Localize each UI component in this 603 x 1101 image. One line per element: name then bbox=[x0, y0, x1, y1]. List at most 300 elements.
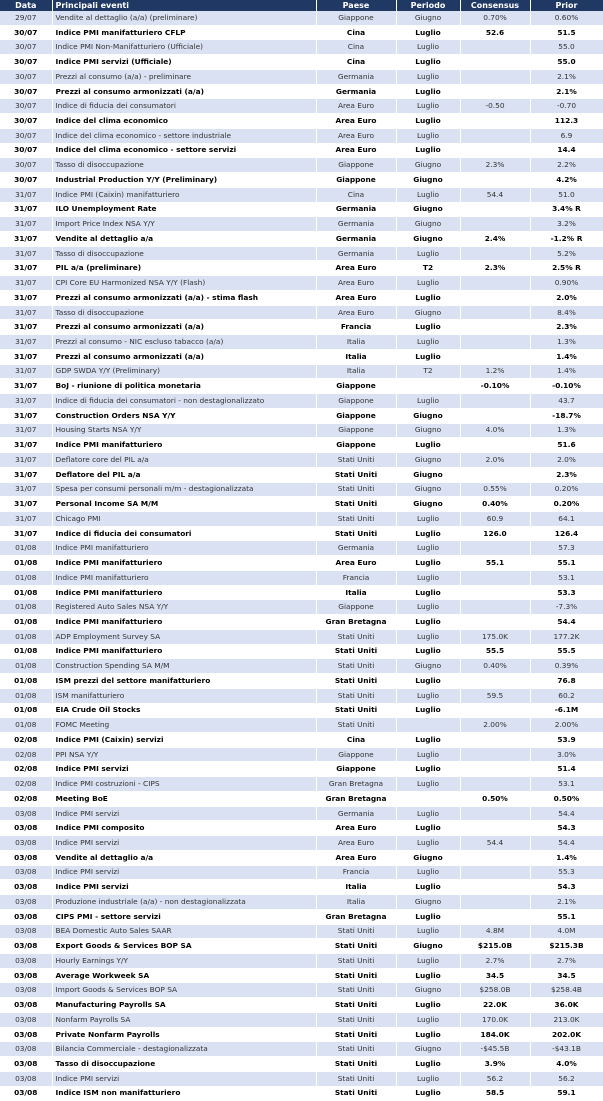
cell-date: 01/08 bbox=[0, 556, 52, 571]
cell-date: 01/08 bbox=[0, 674, 52, 689]
table-row bbox=[0, 320, 603, 335]
cell-period: T2 bbox=[396, 364, 460, 379]
table-row bbox=[0, 732, 603, 747]
cell-consensus: 4.0% bbox=[460, 423, 530, 438]
cell-period: Giugno bbox=[396, 939, 460, 954]
cell-prior: -18.7% bbox=[530, 408, 603, 423]
cell-prior: 2.3% bbox=[530, 467, 603, 482]
cell-period: Luglio bbox=[396, 585, 460, 600]
cell-consensus: 0.50% bbox=[460, 791, 530, 806]
cell-consensus bbox=[460, 762, 530, 777]
cell-prior: 112.3 bbox=[530, 114, 603, 129]
cell-prior: 1.4% bbox=[530, 850, 603, 865]
cell-prior: 54.4 bbox=[530, 836, 603, 851]
cell-consensus bbox=[460, 909, 530, 924]
cell-event: Manufacturing Payrolls SA bbox=[52, 998, 316, 1013]
cell-date: 30/07 bbox=[0, 114, 52, 129]
cell-event: Tasso di disoccupazione bbox=[52, 158, 316, 173]
cell-date: 30/07 bbox=[0, 69, 52, 84]
cell-period: Luglio bbox=[396, 438, 460, 453]
cell-prior: 3.0% bbox=[530, 747, 603, 762]
table-row bbox=[0, 1042, 603, 1057]
cell-date: 30/07 bbox=[0, 40, 52, 55]
cell-country: Germania bbox=[316, 69, 396, 84]
cell-event: Indice del clima economico - settore servizi bbox=[52, 143, 316, 158]
cell-period: Giugno bbox=[396, 850, 460, 865]
cell-event: Registered Auto Sales NSA Y/Y bbox=[52, 600, 316, 615]
cell-period bbox=[396, 791, 460, 806]
cell-prior: 55.1 bbox=[530, 556, 603, 571]
cell-event: Indice PMI manifatturiero bbox=[52, 585, 316, 600]
cell-event: Indice PMI manifatturiero bbox=[52, 615, 316, 630]
cell-date: 03/08 bbox=[0, 1057, 52, 1072]
table-row bbox=[0, 880, 603, 895]
table-row bbox=[0, 585, 603, 600]
table-row bbox=[0, 526, 603, 541]
cell-event: ISM prezzi del settore manifatturiero bbox=[52, 674, 316, 689]
cell-date: 03/08 bbox=[0, 998, 52, 1013]
cell-country: Francia bbox=[316, 865, 396, 880]
cell-period: Luglio bbox=[396, 99, 460, 114]
cell-consensus bbox=[460, 128, 530, 143]
cell-period: Luglio bbox=[396, 747, 460, 762]
cell-country: Stati Uniti bbox=[316, 954, 396, 969]
table-row bbox=[0, 541, 603, 556]
cell-period: Luglio bbox=[396, 541, 460, 556]
cell-event: EIA Crude Oil Stocks bbox=[52, 703, 316, 718]
cell-country: Francia bbox=[316, 570, 396, 585]
cell-consensus: 3.9% bbox=[460, 1057, 530, 1072]
cell-prior: 76.8 bbox=[530, 674, 603, 689]
cell-date: 30/07 bbox=[0, 143, 52, 158]
cell-prior: 51.0 bbox=[530, 187, 603, 202]
cell-prior: 1.3% bbox=[530, 335, 603, 350]
cell-event: Indice di fiducia dei consumatori - non destagionalizzato bbox=[52, 394, 316, 409]
cell-country: Area Euro bbox=[316, 99, 396, 114]
cell-consensus bbox=[460, 895, 530, 910]
cell-event: Chicago PMI bbox=[52, 511, 316, 526]
cell-period: Luglio bbox=[396, 128, 460, 143]
cell-date: 03/08 bbox=[0, 806, 52, 821]
cell-consensus: 60.9 bbox=[460, 511, 530, 526]
table-row bbox=[0, 806, 603, 821]
cell-date: 03/08 bbox=[0, 983, 52, 998]
table-row bbox=[0, 261, 603, 276]
cell-period: Giugno bbox=[396, 453, 460, 468]
cell-prior: 54.4 bbox=[530, 806, 603, 821]
cell-event: Indice PMI manifatturiero bbox=[52, 644, 316, 659]
cell-prior: -0.70 bbox=[530, 99, 603, 114]
cell-event: Indice PMI servizi bbox=[52, 762, 316, 777]
cell-period: Luglio bbox=[396, 600, 460, 615]
cell-period: Luglio bbox=[396, 187, 460, 202]
cell-date: 31/07 bbox=[0, 202, 52, 217]
cell-consensus bbox=[460, 821, 530, 836]
cell-event: Deflatore del PIL a/a bbox=[52, 467, 316, 482]
cell-consensus bbox=[460, 806, 530, 821]
cell-consensus: 2.0% bbox=[460, 453, 530, 468]
cell-date: 03/08 bbox=[0, 895, 52, 910]
cell-date: 01/08 bbox=[0, 570, 52, 585]
cell-date: 03/08 bbox=[0, 1071, 52, 1086]
cell-date: 30/07 bbox=[0, 99, 52, 114]
cell-event: Construction Spending SA M/M bbox=[52, 659, 316, 674]
cell-consensus bbox=[460, 880, 530, 895]
table-row bbox=[0, 703, 603, 718]
cell-country: Stati Uniti bbox=[316, 939, 396, 954]
cell-prior: 126.4 bbox=[530, 526, 603, 541]
cell-prior: 54.3 bbox=[530, 821, 603, 836]
cell-event: Indice ISM non manifatturiero bbox=[52, 1086, 316, 1101]
cell-event: Indice di fiducia dei consumatori bbox=[52, 526, 316, 541]
cell-country: Stati Uniti bbox=[316, 968, 396, 983]
cell-event: Meeting BoE bbox=[52, 791, 316, 806]
cell-date: 01/08 bbox=[0, 541, 52, 556]
cell-event: Indice PMI manifatturiero bbox=[52, 438, 316, 453]
cell-date: 01/08 bbox=[0, 688, 52, 703]
cell-event: Prezzi al consumo armonizzati (a/a) bbox=[52, 320, 316, 335]
cell-event: Indice PMI servizi bbox=[52, 1071, 316, 1086]
cell-consensus bbox=[460, 320, 530, 335]
cell-period: Luglio bbox=[396, 55, 460, 70]
cell-date: 01/08 bbox=[0, 600, 52, 615]
table-row bbox=[0, 202, 603, 217]
cell-event: Nonfarm Payrolls SA bbox=[52, 1012, 316, 1027]
cell-consensus: 2.7% bbox=[460, 954, 530, 969]
cell-consensus bbox=[460, 305, 530, 320]
cell-event: Indice PMI manifatturiero bbox=[52, 556, 316, 571]
cell-prior: 53.1 bbox=[530, 777, 603, 792]
cell-date: 01/08 bbox=[0, 659, 52, 674]
cell-event: Import Price Index NSA Y/Y bbox=[52, 217, 316, 232]
cell-date: 03/08 bbox=[0, 1042, 52, 1057]
cell-prior: 2.3% bbox=[530, 320, 603, 335]
cell-date: 31/07 bbox=[0, 526, 52, 541]
cell-event: Prezzi al consumo (a/a) - preliminare bbox=[52, 69, 316, 84]
cell-event: CPI Core EU Harmonized NSA Y/Y (Flash) bbox=[52, 276, 316, 291]
cell-country: Stati Uniti bbox=[316, 998, 396, 1013]
cell-consensus: 126.0 bbox=[460, 526, 530, 541]
cell-country: Giappone bbox=[316, 600, 396, 615]
table-row bbox=[0, 895, 603, 910]
cell-country: Area Euro bbox=[316, 276, 396, 291]
table-row bbox=[0, 217, 603, 232]
cell-country: Stati Uniti bbox=[316, 1042, 396, 1057]
cell-consensus bbox=[460, 408, 530, 423]
table-row bbox=[0, 25, 603, 40]
cell-period: Giugno bbox=[396, 467, 460, 482]
table-row bbox=[0, 615, 603, 630]
header-prior: Prior bbox=[530, 0, 603, 11]
cell-consensus bbox=[460, 747, 530, 762]
cell-date: 31/07 bbox=[0, 187, 52, 202]
cell-prior: 8.4% bbox=[530, 305, 603, 320]
cell-period: Luglio bbox=[396, 954, 460, 969]
cell-event: Private Nonfarm Payrolls bbox=[52, 1027, 316, 1042]
cell-country: Stati Uniti bbox=[316, 629, 396, 644]
cell-prior: 2.5% R bbox=[530, 261, 603, 276]
cell-period: Luglio bbox=[396, 615, 460, 630]
cell-event: Prezzi al consumo armonizzati (a/a) bbox=[52, 84, 316, 99]
cell-country: Germania bbox=[316, 246, 396, 261]
table-row bbox=[0, 497, 603, 512]
cell-event: FOMC Meeting bbox=[52, 718, 316, 733]
cell-period: Luglio bbox=[396, 1086, 460, 1101]
cell-period: Luglio bbox=[396, 114, 460, 129]
cell-prior: 53.3 bbox=[530, 585, 603, 600]
cell-event: Import Goods & Services BOP SA bbox=[52, 983, 316, 998]
cell-period: Luglio bbox=[396, 968, 460, 983]
cell-prior: 53.9 bbox=[530, 732, 603, 747]
cell-prior: 3.4% R bbox=[530, 202, 603, 217]
cell-consensus: 34.5 bbox=[460, 968, 530, 983]
table-row bbox=[0, 821, 603, 836]
cell-country: Stati Uniti bbox=[316, 482, 396, 497]
cell-country: Stati Uniti bbox=[316, 674, 396, 689]
cell-country: Area Euro bbox=[316, 556, 396, 571]
table-row bbox=[0, 644, 603, 659]
cell-prior: 51.4 bbox=[530, 762, 603, 777]
cell-date: 31/07 bbox=[0, 511, 52, 526]
cell-country: Area Euro bbox=[316, 290, 396, 305]
table-row bbox=[0, 40, 603, 55]
cell-period: Luglio bbox=[396, 688, 460, 703]
cell-prior: 177.2K bbox=[530, 629, 603, 644]
cell-event: ILO Unemployment Rate bbox=[52, 202, 316, 217]
cell-date: 02/08 bbox=[0, 732, 52, 747]
cell-event: Hourly Earnings Y/Y bbox=[52, 954, 316, 969]
cell-consensus: 0.55% bbox=[460, 482, 530, 497]
table-row bbox=[0, 747, 603, 762]
cell-period: Luglio bbox=[396, 394, 460, 409]
cell-date: 31/07 bbox=[0, 217, 52, 232]
cell-date: 31/07 bbox=[0, 261, 52, 276]
cell-period: Luglio bbox=[396, 25, 460, 40]
cell-country: Cina bbox=[316, 732, 396, 747]
cell-period: Luglio bbox=[396, 821, 460, 836]
cell-date: 31/07 bbox=[0, 364, 52, 379]
cell-country: Area Euro bbox=[316, 143, 396, 158]
cell-consensus bbox=[460, 202, 530, 217]
cell-date: 03/08 bbox=[0, 1012, 52, 1027]
cell-period: Luglio bbox=[396, 998, 460, 1013]
cell-prior: 213.0K bbox=[530, 1012, 603, 1027]
cell-event: Indice PMI manifatturiero bbox=[52, 541, 316, 556]
cell-event: Bilancia Commerciale - destagionalizzata bbox=[52, 1042, 316, 1057]
cell-date: 30/07 bbox=[0, 84, 52, 99]
cell-consensus bbox=[460, 173, 530, 188]
cell-period: Luglio bbox=[396, 1027, 460, 1042]
header-row bbox=[0, 0, 603, 11]
cell-period: Giugno bbox=[396, 11, 460, 25]
cell-prior: 6.9 bbox=[530, 128, 603, 143]
cell-period: Luglio bbox=[396, 836, 460, 851]
cell-event: Average Workweek SA bbox=[52, 968, 316, 983]
table-row bbox=[0, 276, 603, 291]
header-consensus: Consensus bbox=[460, 0, 530, 11]
cell-event: Indice di fiducia dei consumatori bbox=[52, 99, 316, 114]
table-row bbox=[0, 364, 603, 379]
cell-period: Luglio bbox=[396, 570, 460, 585]
table-row bbox=[0, 718, 603, 733]
cell-consensus: 22.0K bbox=[460, 998, 530, 1013]
cell-consensus: 55.1 bbox=[460, 556, 530, 571]
cell-period: Luglio bbox=[396, 1057, 460, 1072]
cell-prior: 2.00% bbox=[530, 718, 603, 733]
cell-period: Luglio bbox=[396, 290, 460, 305]
cell-consensus: 1.2% bbox=[460, 364, 530, 379]
cell-prior: 56.2 bbox=[530, 1071, 603, 1086]
cell-event: BoJ - riunione di politica monetaria bbox=[52, 379, 316, 394]
table-row bbox=[0, 924, 603, 939]
cell-period: Luglio bbox=[396, 703, 460, 718]
table-row bbox=[0, 1027, 603, 1042]
cell-country: Francia bbox=[316, 320, 396, 335]
cell-prior: -1.2% R bbox=[530, 232, 603, 247]
table-row bbox=[0, 1057, 603, 1072]
table-row bbox=[0, 939, 603, 954]
cell-consensus bbox=[460, 290, 530, 305]
cell-country: Germania bbox=[316, 232, 396, 247]
cell-event: Indice PMI manifatturiero CFLP bbox=[52, 25, 316, 40]
cell-country: Stati Uniti bbox=[316, 497, 396, 512]
cell-consensus: -0.10% bbox=[460, 379, 530, 394]
cell-event: PPI NSA Y/Y bbox=[52, 747, 316, 762]
cell-consensus: 175.0K bbox=[460, 629, 530, 644]
cell-period: Luglio bbox=[396, 777, 460, 792]
cell-event: Produzione industriale (a/a) - non destagionalizzata bbox=[52, 895, 316, 910]
cell-period: Luglio bbox=[396, 511, 460, 526]
cell-period: Luglio bbox=[396, 644, 460, 659]
cell-date: 01/08 bbox=[0, 644, 52, 659]
cell-event: Indice PMI (Caixin) servizi bbox=[52, 732, 316, 747]
cell-period: Giugno bbox=[396, 983, 460, 998]
table-row bbox=[0, 1086, 603, 1101]
cell-prior: 14.4 bbox=[530, 143, 603, 158]
cell-consensus: -$45.5B bbox=[460, 1042, 530, 1057]
cell-date: 03/08 bbox=[0, 1027, 52, 1042]
cell-period: Giugno bbox=[396, 217, 460, 232]
cell-consensus bbox=[460, 467, 530, 482]
cell-prior: 55.0 bbox=[530, 40, 603, 55]
cell-country: Stati Uniti bbox=[316, 688, 396, 703]
cell-country: Stati Uniti bbox=[316, 1057, 396, 1072]
cell-prior: 2.1% bbox=[530, 895, 603, 910]
cell-country: Stati Uniti bbox=[316, 924, 396, 939]
cell-date: 01/08 bbox=[0, 629, 52, 644]
table-row bbox=[0, 777, 603, 792]
cell-country: Italia bbox=[316, 364, 396, 379]
cell-event: Indice PMI composito bbox=[52, 821, 316, 836]
cell-consensus: 55.5 bbox=[460, 644, 530, 659]
cell-period: Luglio bbox=[396, 762, 460, 777]
cell-prior: 34.5 bbox=[530, 968, 603, 983]
cell-consensus: 0.70% bbox=[460, 11, 530, 25]
cell-period: Luglio bbox=[396, 909, 460, 924]
cell-period: Giugno bbox=[396, 305, 460, 320]
cell-consensus bbox=[460, 850, 530, 865]
cell-consensus bbox=[460, 335, 530, 350]
cell-period: Giugno bbox=[396, 232, 460, 247]
cell-prior: 202.0K bbox=[530, 1027, 603, 1042]
table-row bbox=[0, 1071, 603, 1086]
table-row bbox=[0, 865, 603, 880]
cell-date: 01/08 bbox=[0, 615, 52, 630]
cell-consensus: 58.5 bbox=[460, 1086, 530, 1101]
table-row bbox=[0, 762, 603, 777]
cell-country: Stati Uniti bbox=[316, 718, 396, 733]
cell-prior: 54.4 bbox=[530, 615, 603, 630]
table-row bbox=[0, 394, 603, 409]
cell-event: Indice PMI (Caixin) manifatturiero bbox=[52, 187, 316, 202]
cell-prior: 55.0 bbox=[530, 55, 603, 70]
cell-country: Giappone bbox=[316, 408, 396, 423]
cell-prior: 51.5 bbox=[530, 25, 603, 40]
cell-date: 31/07 bbox=[0, 246, 52, 261]
cell-period: Luglio bbox=[396, 629, 460, 644]
cell-period: Giugno bbox=[396, 482, 460, 497]
cell-country: Germania bbox=[316, 217, 396, 232]
cell-period: Luglio bbox=[396, 865, 460, 880]
cell-country: Germania bbox=[316, 806, 396, 821]
cell-date: 03/08 bbox=[0, 865, 52, 880]
cell-consensus: -0.50 bbox=[460, 99, 530, 114]
cell-consensus: 54.4 bbox=[460, 187, 530, 202]
cell-event: Indice PMI servizi (Ufficiale) bbox=[52, 55, 316, 70]
table-row bbox=[0, 335, 603, 350]
cell-consensus bbox=[460, 600, 530, 615]
cell-country: Area Euro bbox=[316, 114, 396, 129]
cell-consensus: 2.3% bbox=[460, 261, 530, 276]
cell-event: Vendite al dettaglio a/a bbox=[52, 850, 316, 865]
cell-consensus: 2.3% bbox=[460, 158, 530, 173]
cell-period: Luglio bbox=[396, 674, 460, 689]
cell-prior: 1.4% bbox=[530, 364, 603, 379]
cell-date: 02/08 bbox=[0, 777, 52, 792]
cell-country: Stati Uniti bbox=[316, 1027, 396, 1042]
table-row bbox=[0, 511, 603, 526]
cell-country: Giappone bbox=[316, 438, 396, 453]
cell-consensus bbox=[460, 615, 530, 630]
cell-period: Luglio bbox=[396, 806, 460, 821]
cell-country: Stati Uniti bbox=[316, 467, 396, 482]
cell-period: Luglio bbox=[396, 276, 460, 291]
cell-event: Prezzi al consumo armonizzati (a/a) - stima flash bbox=[52, 290, 316, 305]
cell-date: 03/08 bbox=[0, 954, 52, 969]
cell-period: Luglio bbox=[396, 246, 460, 261]
cell-date: 31/07 bbox=[0, 438, 52, 453]
cell-prior: 0.39% bbox=[530, 659, 603, 674]
cell-prior: 2.7% bbox=[530, 954, 603, 969]
cell-consensus: 170.0K bbox=[460, 1012, 530, 1027]
cell-period: Luglio bbox=[396, 320, 460, 335]
cell-event: Industrial Production Y/Y (Preliminary) bbox=[52, 173, 316, 188]
cell-prior: 3.2% bbox=[530, 217, 603, 232]
cell-country: Giappone bbox=[316, 762, 396, 777]
cell-country: Giappone bbox=[316, 423, 396, 438]
cell-period bbox=[396, 379, 460, 394]
cell-event: Indice PMI costruzioni - CIPS bbox=[52, 777, 316, 792]
cell-prior: 60.2 bbox=[530, 688, 603, 703]
cell-period: Giugno bbox=[396, 497, 460, 512]
cell-prior: -$43.1B bbox=[530, 1042, 603, 1057]
table-row bbox=[0, 143, 603, 158]
cell-period: Giugno bbox=[396, 173, 460, 188]
table-row bbox=[0, 379, 603, 394]
cell-country: Cina bbox=[316, 40, 396, 55]
cell-country: Area Euro bbox=[316, 305, 396, 320]
cell-prior: $258.4B bbox=[530, 983, 603, 998]
